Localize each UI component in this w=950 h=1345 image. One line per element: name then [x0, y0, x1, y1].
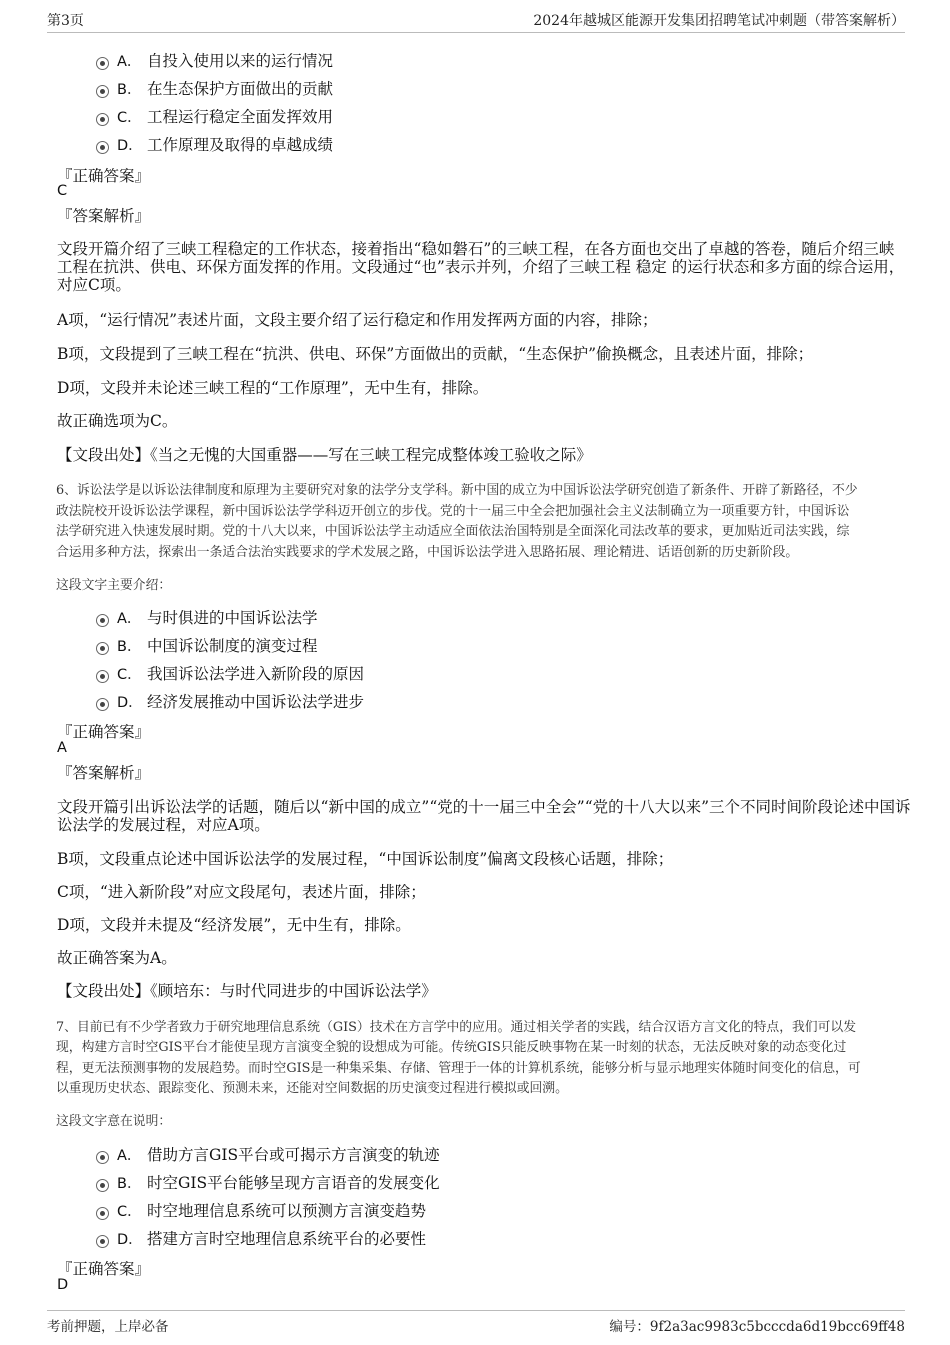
radio-icon[interactable]	[96, 141, 109, 154]
option-text: 中国诉讼制度的演变过程	[147, 637, 318, 655]
q5-option-d[interactable]	[96, 133, 333, 155]
q7-stem-line: 程，更无法预测事物的发展趋势。而时空GIS是一种集采集、存储、管理于一体的计算机系统，能够分析与显示地理实体随时间变化的信息，可	[56, 1061, 861, 1076]
q5-analysis-line: 文段开篇介绍了三峡工程稳定的工作状态，接着指出“稳如磐石”的三峡工程，在各方面也交出了卓越的答卷，随后介绍三峡	[57, 240, 895, 258]
q6-option-d[interactable]	[96, 690, 364, 712]
option-text: 我国诉讼法学进入新阶段的原因	[147, 665, 365, 683]
q6-stem-line: 法学研究进入快速发展时期。党的十八大以来，中国诉讼法学主动适应全面依法治国特别是全面深化司法改革的要求，更加贴近司法实践，综	[56, 524, 850, 539]
option-text: 工程运行稳定全面发挥效用	[147, 108, 334, 126]
q5-option-b[interactable]	[96, 77, 333, 99]
q5-option-c[interactable]	[96, 105, 333, 127]
q6-analysis-line: 讼法学的发展过程，对应A项。	[57, 816, 270, 834]
radio-icon[interactable]	[96, 113, 109, 126]
option-letter: A．	[117, 1147, 142, 1164]
page-footer	[47, 1310, 905, 1335]
option-text: 自投入使用以来的运行情况	[147, 52, 334, 70]
q5-analysis-line: 对应C项。	[57, 276, 131, 294]
option-text: 时空GIS平台能够呈现方言语音的发展变化	[147, 1174, 440, 1192]
radio-icon[interactable]	[96, 642, 109, 655]
q5-answer-label: 『正确答案』	[57, 167, 151, 185]
q7-prompt: 这段文字意在说明：	[56, 1114, 172, 1129]
q6-analysis-line: B项，文段重点论述中国诉讼法学的发展过程，“中国诉讼制度”偏离文段核心话题，排除；	[57, 850, 674, 868]
q6-source: 【文段出处】《顾培东：与时代同进步的中国诉讼法学》	[57, 982, 437, 1000]
option-text: 经济发展推动中国诉讼法学进步	[147, 693, 365, 711]
radio-icon[interactable]	[96, 614, 109, 627]
q5-source: 【文段出处】《当之无愧的大国重器——写在三峡工程完成整体竣工验收之际》	[57, 446, 592, 464]
q5-answer: C	[57, 183, 68, 199]
q5-analysis-label: 『答案解析』	[57, 207, 151, 225]
document-title: 2024年越城区能源开发集团招聘笔试冲刺题（带答案解析）	[533, 13, 905, 29]
option-letter: D．	[117, 694, 143, 711]
q7-option-a[interactable]	[96, 1143, 440, 1165]
option-letter: C．	[117, 1203, 142, 1220]
q6-option-b[interactable]	[96, 634, 318, 656]
option-letter: B．	[117, 638, 142, 655]
radio-icon[interactable]	[96, 1235, 109, 1248]
q5-analysis-line: A项，“运行情况”表述片面，文段主要介绍了运行稳定和作用发挥两方面的内容，排除；	[57, 311, 658, 329]
q6-stem-line: 合运用多种方法，探索出一条适合法治实践要求的学术发展之路，中国诉讼法学进入思路拓展、理论精进、话语创新的历史新阶段。	[56, 545, 799, 560]
option-text: 在生态保护方面做出的贡献	[147, 80, 334, 98]
page-number: 第3页	[47, 13, 84, 29]
q5-analysis-line: B项，文段提到了三峡工程在“抗洪、供电、环保”方面做出的贡献，“生态保护”偷换概念，且表述片面，排除；	[57, 345, 814, 363]
q6-analysis-line: D项，文段并未提及“经济发展”，无中生有，排除。	[57, 916, 411, 934]
q6-analysis-label: 『答案解析』	[57, 764, 151, 782]
q6-analysis-line: C项，“进入新阶段”对应文段尾句，表述片面，排除；	[57, 883, 426, 901]
q6-analysis-line: 故正确答案为A。	[57, 949, 177, 967]
q6-stem-line: 政法院校开设诉讼法学课程，新中国诉讼法学学科迈开创立的步伐。党的十一届三中全会把加强社会主义法制确立为一项重要方针，中国诉讼	[56, 504, 850, 519]
radio-icon[interactable]	[96, 85, 109, 98]
q6-answer-label: 『正确答案』	[57, 723, 151, 741]
radio-icon[interactable]	[96, 1151, 109, 1164]
option-letter: A．	[117, 610, 142, 627]
footer-slogan: 考前押题，上岸必备	[47, 1319, 169, 1335]
q7-option-b[interactable]	[96, 1171, 440, 1193]
q6-analysis-line: 文段开篇引出诉讼法学的话题，随后以“新中国的成立”“党的十一届三中全会”“党的十八大以来”三个不同时间阶段论述中国诉	[57, 798, 911, 816]
document-id: 编号：9f2a3ac9983c5bcccda6d19bcc69ff48	[609, 1319, 905, 1335]
q7-option-c[interactable]	[96, 1199, 426, 1221]
q6-stem-line: 6、诉讼法学是以诉讼法律制度和原理为主要研究对象的法学分支学科。新中国的成立为中国诉讼法学研究创造了新条件、开辟了新路径，不少	[56, 483, 858, 498]
radio-icon[interactable]	[96, 1179, 109, 1192]
option-letter: B．	[117, 1175, 142, 1192]
q6-prompt: 这段文字主要介绍：	[56, 578, 172, 593]
q6-option-a[interactable]	[96, 606, 318, 628]
option-text: 搭建方言时空地理信息系统平台的必要性	[147, 1230, 427, 1248]
q6-answer: A	[57, 740, 67, 756]
q5-analysis-line: 工程在抗洪、供电、环保方面发挥的作用。文段通过“也”表示并列，介绍了三峡工程 稳定 的运行状态和多方面的综合运用，	[57, 258, 905, 276]
q7-answer: D	[57, 1277, 69, 1293]
option-letter: C．	[117, 666, 142, 683]
option-text: 借助方言GIS平台或可揭示方言演变的轨迹	[147, 1146, 440, 1164]
radio-icon[interactable]	[96, 57, 109, 70]
option-letter: C．	[117, 109, 142, 126]
q6-option-c[interactable]	[96, 662, 364, 684]
q5-analysis-line: 故正确选项为C。	[57, 412, 178, 430]
option-letter: B．	[117, 81, 142, 98]
q7-answer-label: 『正确答案』	[57, 1260, 151, 1278]
q5-option-a[interactable]	[96, 49, 333, 71]
option-letter: A．	[117, 53, 142, 70]
page-header	[47, 10, 905, 33]
option-text: 时空地理信息系统可以预测方言演变趋势	[147, 1202, 427, 1220]
option-letter: D．	[117, 137, 143, 154]
radio-icon[interactable]	[96, 698, 109, 711]
q7-stem-line: 7、目前已有不少学者致力于研究地理信息系统（GIS）技术在方言学中的应用。通过相关学者的实践，结合汉语方言文化的特点，我们可以发	[56, 1020, 856, 1035]
q7-stem-line: 以重现历史状态、跟踪变化、预测未来，还能对空间数据的历史演变过程进行模拟或回溯。	[56, 1081, 568, 1096]
radio-icon[interactable]	[96, 1207, 109, 1220]
q7-stem-line: 现，构建方言时空GIS平台才能使呈现方言演变全貌的设想成为可能。传统GIS只能反映事物在某一时刻的状态，无法反映对象的动态变化过	[56, 1040, 847, 1055]
option-text: 与时俱进的中国诉讼法学	[147, 609, 318, 627]
option-text: 工作原理及取得的卓越成绩	[147, 136, 334, 154]
radio-icon[interactable]	[96, 670, 109, 683]
q5-analysis-line: D项，文段并未论述三峡工程的“工作原理”，无中生有，排除。	[57, 379, 489, 397]
q7-option-d[interactable]	[96, 1227, 426, 1249]
option-letter: D．	[117, 1231, 143, 1248]
